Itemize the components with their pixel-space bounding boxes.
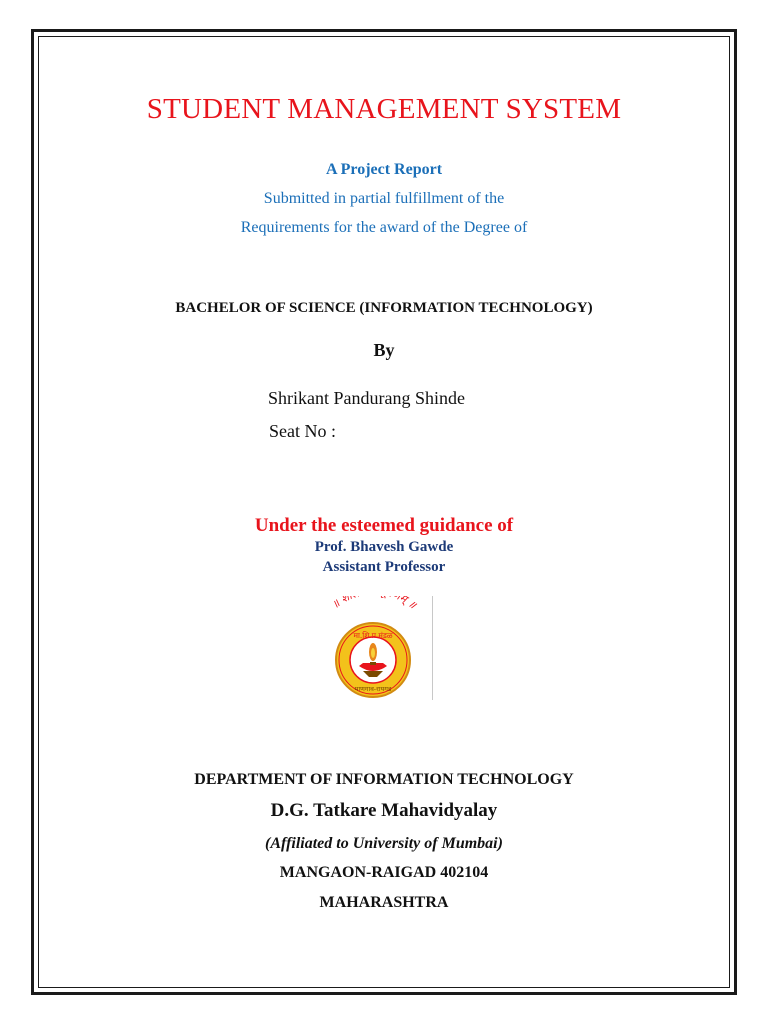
vertical-rule xyxy=(432,596,433,700)
department-name: DEPARTMENT OF INFORMATION TECHNOLOGY xyxy=(194,771,574,788)
requirements-line: Requirements for the award of the Degree of xyxy=(240,219,528,236)
report-type: A Project Report xyxy=(325,161,443,178)
college-seal-icon xyxy=(313,596,435,701)
svg-text:॥ शीलं परं भूषणम् ॥: ॥ शी म् ॥ xyxy=(329,596,419,612)
college-state: MAHARASHTRA xyxy=(319,894,449,911)
svg-text:माणगाव-रायगड: माणगाव-रायगड xyxy=(354,685,392,693)
guide-designation: Assistant Professor xyxy=(322,559,446,575)
affiliation: (Affiliated to University of Mumbai) xyxy=(265,835,503,852)
student-name: Shrikant Pandurang Shinde xyxy=(268,388,465,408)
college-name: D.G. Tatkare Mahavidyalay xyxy=(270,800,498,821)
guidance-heading: Under the esteemed guidance of xyxy=(254,515,514,536)
college-city: MANGAON-RAIGAD 402104 xyxy=(279,864,489,881)
submission-line: Submitted in partial fulfillment of the xyxy=(263,190,505,207)
guide-name: Prof. Bhavesh Gawde xyxy=(314,539,454,555)
svg-text:मा.शि.प्र.मंडळ: मा.शि.प्र.मंडळ xyxy=(353,631,393,640)
by-label: By xyxy=(373,340,395,360)
degree-name: BACHELOR OF SCIENCE (INFORMATION TECHNOLOGY) xyxy=(175,300,593,316)
report-title: STUDENT MANAGEMENT SYSTEM xyxy=(146,93,622,125)
seat-number-label: Seat No : xyxy=(269,421,336,441)
